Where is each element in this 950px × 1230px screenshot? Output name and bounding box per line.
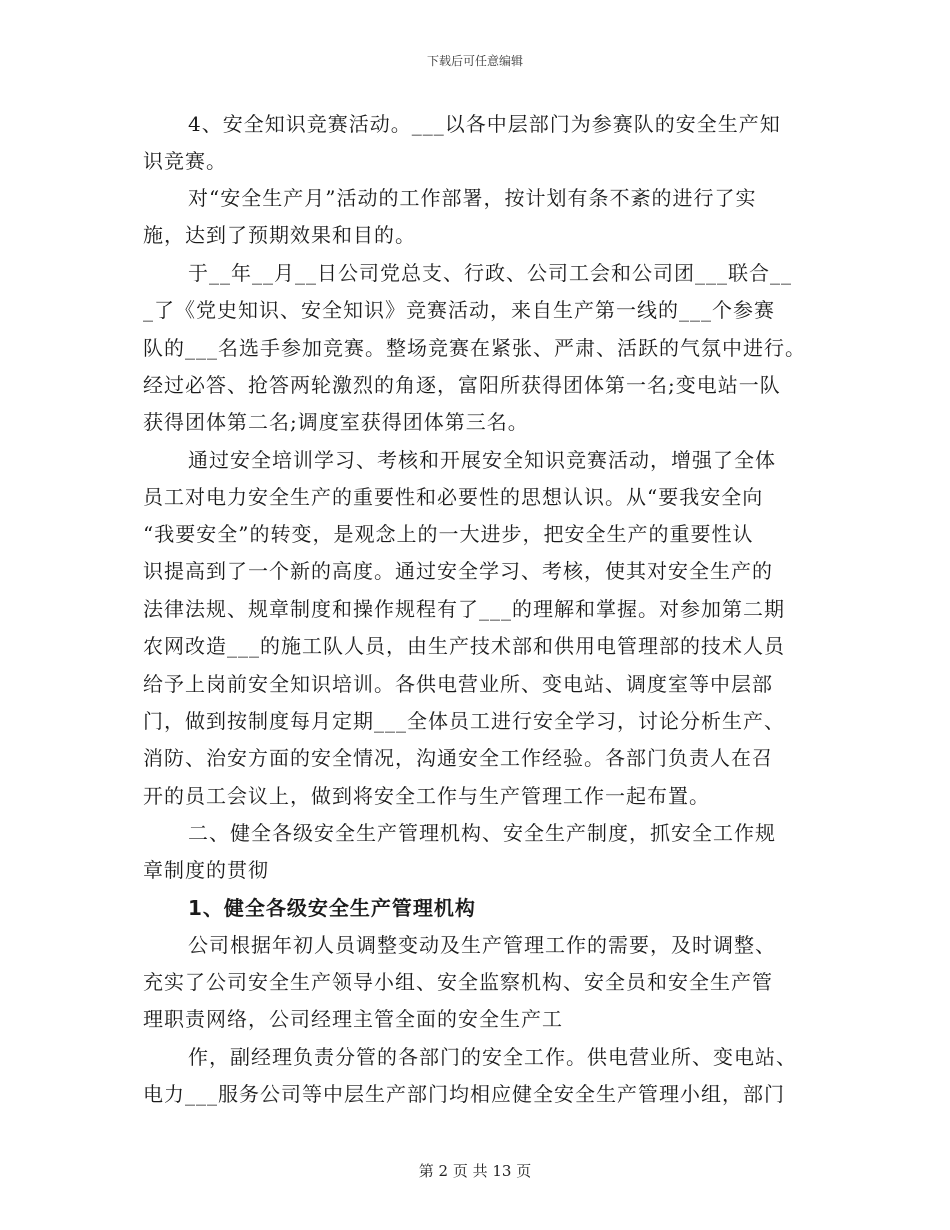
text-line: 二、健全各级安全生产管理机构、安全生产制度，抓安全工作规 [188, 821, 776, 845]
text-line: 4、安全知识竞赛活动。___以各中层部门为参赛队的安全生产知 [188, 112, 781, 136]
text-line: 对“安全生产月”活动的工作部署，按计划有条不紊的进行了实 [188, 186, 757, 210]
text-line: 识提高到了一个新的高度。通过安全学习、考核，使其对安全生产的 [143, 559, 773, 583]
text-line: 章制度的贯彻 [143, 858, 269, 882]
text-line: 法律法规、规章制度和操作规程有了___的理解和掌握。对参加第二期 [143, 597, 785, 621]
text-line: 作，副经理负责分管的各部门的安全工作。供电营业所、变电站、 [188, 1045, 797, 1069]
text-line: 于__年__月__日公司党总支、行政、公司工会和公司团___联合__ [188, 261, 792, 285]
text-line: 识竞赛。 [143, 149, 227, 173]
text-line: 充实了公司安全生产领导小组、安全监察机构、安全员和安全生产管 [143, 970, 773, 994]
text-line: 经过必答、抢答两轮激烈的角逐，富阳所获得团体第一名;变电站一队 [143, 373, 781, 397]
text-line: 公司根据年初人员调整变动及生产管理工作的需要，及时调整、 [188, 933, 776, 957]
text-line: 电力___服务公司等中层生产部门均相应健全安全生产管理小组，部门 [143, 1082, 785, 1106]
text-line: 开的员工会议上，做到将安全工作与生产管理工作一起布置。 [143, 784, 710, 808]
text-line: 给予上岗前安全知识培训。各供电营业所、变电站、调度室等中层部 [143, 672, 773, 696]
text-line: 农网改造___的施工队人员，由生产技术部和供用电管理部的技术人员 [143, 634, 785, 658]
text-line: 获得团体第二名;调度室获得团体第三名。 [143, 410, 529, 434]
text-line: 施，达到了预期效果和目的。 [143, 223, 416, 247]
page-number: 第 2 页 共 13 页 [418, 1162, 532, 1180]
text-line: 理职责网络，公司经理主管全面的安全生产工 [143, 1007, 563, 1031]
text-line: 通过安全培训学习、考核和开展安全知识竞赛活动，增强了全体 [188, 448, 776, 472]
text-line: “我要安全”的转变，是观念上的一大进步，把安全生产的重要性认 [143, 522, 754, 546]
section-heading: 1、健全各级安全生产管理机构 [188, 896, 476, 920]
text-line: 队的___名选手参加竞赛。整场竞赛在紧张、严肃、活跃的气氛中进行。 [143, 336, 806, 360]
text-line: 门，做到按制度每月定期___全体员工进行安全学习，讨论分析生产、 [143, 709, 785, 733]
page-header: 下载后可任意编辑 [426, 54, 523, 68]
text-line: 员工对电力安全生产的重要性和必要性的思想认识。从“要我安全向 [143, 485, 764, 509]
text-line: _了《党史知识、安全知识》竞赛活动，来自生产第一线的___个参赛 [143, 298, 775, 322]
text-line: 消防、治安方面的安全情况，沟通安全工作经验。各部门负责人在召 [143, 746, 773, 770]
